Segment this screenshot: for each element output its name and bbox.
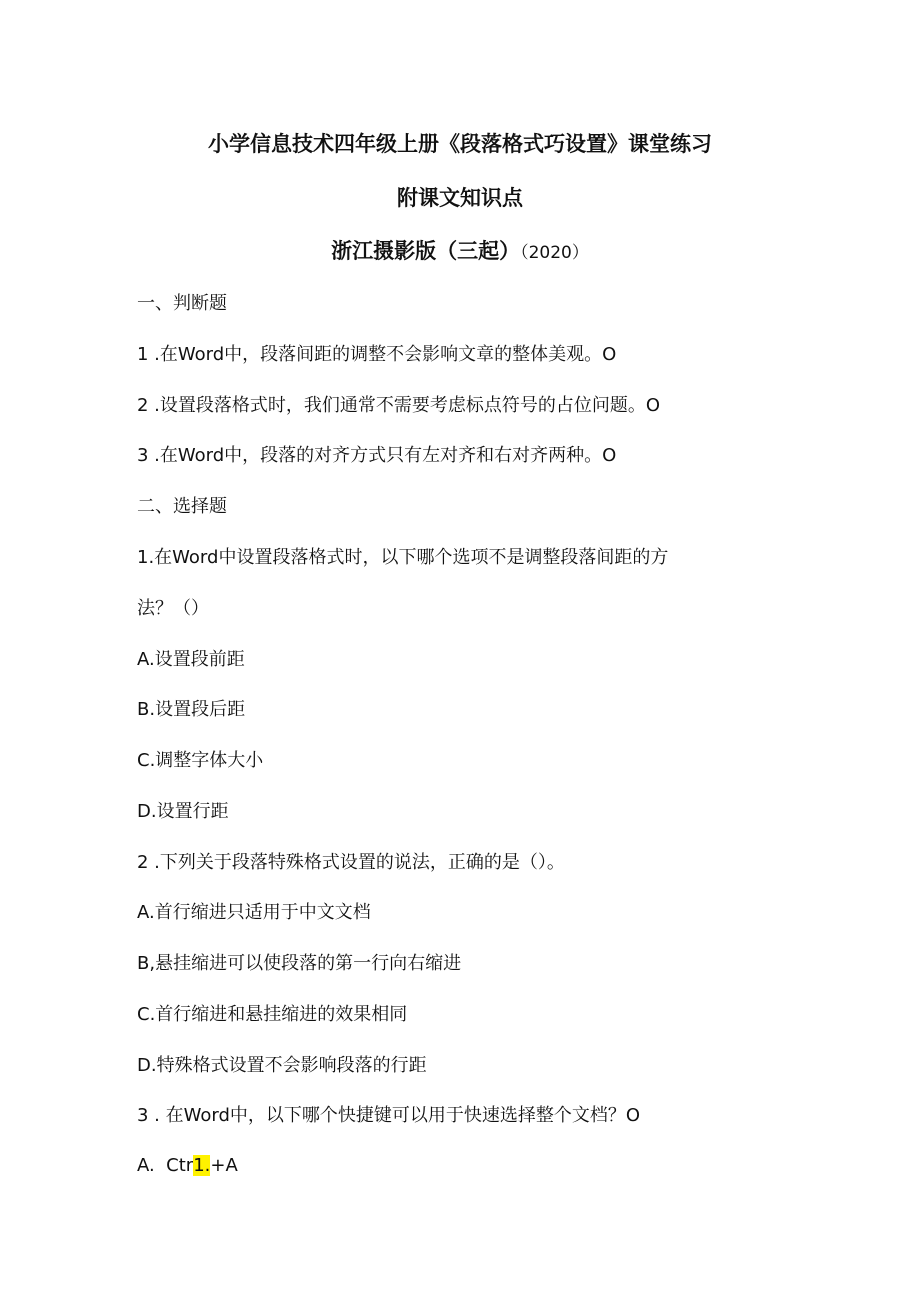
edition-year: （2020）	[520, 243, 589, 263]
highlighted-text: 1.	[193, 1155, 211, 1176]
mc-q3-option-a	[137, 1154, 238, 1178]
document-title: 小学信息技术四年级上册《段落格式巧设置》课堂练习	[208, 132, 712, 156]
mc-q2-option-a: A.首行缩进只适用于中文文档	[137, 902, 371, 923]
mc-question-1-line2: 法？（）	[137, 598, 209, 619]
tf-question-3: 3 .在Word中，段落的对齐方式只有左对齐和右对齐两种。O	[137, 445, 617, 466]
mc-q1-option-d: D.设置行距	[137, 801, 229, 822]
mc-q2-option-d: D.特殊格式设置不会影响段落的行距	[137, 1055, 427, 1076]
mc-question-2: 2 .下列关于段落特殊格式设置的说法，正确的是（）。	[137, 852, 565, 873]
edition-name: 浙江摄影版（三起）	[331, 239, 521, 263]
mc-question-1-line1: 1.在Word中设置段落格式时，以下哪个选项不是调整段落间距的方	[137, 547, 669, 568]
tf-question-1: 1 .在Word中，段落间距的调整不会影响文章的整体美观。O	[137, 344, 617, 365]
document-edition	[0, 235, 920, 265]
tf-question-2: 2 .设置段落格式时，我们通常不需要考虑标点符号的占位问题。O	[137, 395, 661, 416]
mc-q3-option-a-suffix: +A	[210, 1155, 238, 1176]
section-heading-true-false: 一、判断题	[137, 293, 227, 314]
document-subtitle: 附课文知识点	[397, 186, 523, 210]
mc-q3-option-a-prefix: A. Ctr	[137, 1155, 194, 1176]
section-heading-multiple-choice: 二、选择题	[137, 496, 227, 517]
mc-q1-option-c: C.调整字体大小	[137, 750, 264, 771]
mc-q2-option-b: B,悬挂缩进可以使段落的第一行向右缩进	[137, 953, 462, 974]
mc-q2-option-c: C.首行缩进和悬挂缩进的效果相同	[137, 1004, 408, 1025]
mc-q1-option-a: A.设置段前距	[137, 649, 245, 670]
mc-question-3: 3 . 在Word中，以下哪个快捷键可以用于快速选择整个文档？O	[137, 1105, 641, 1126]
mc-q1-option-b: B.设置段后距	[137, 699, 246, 720]
